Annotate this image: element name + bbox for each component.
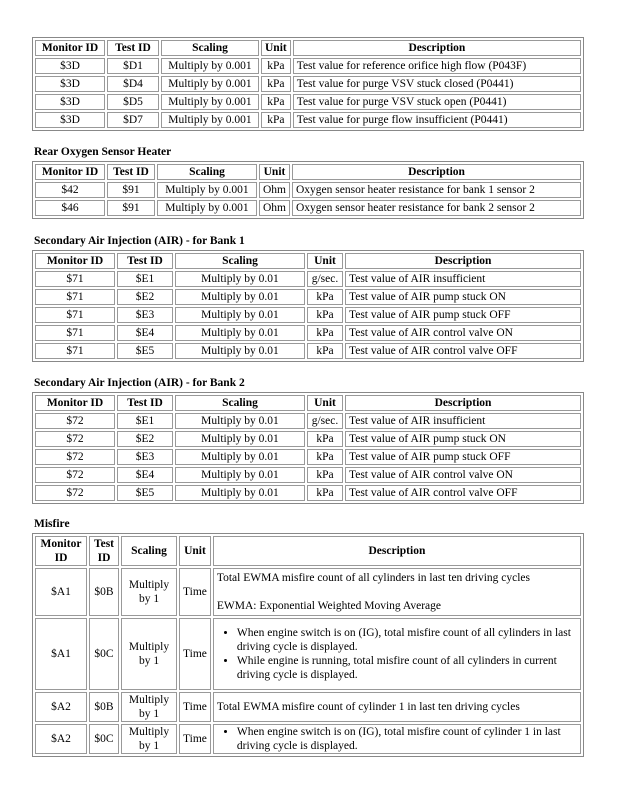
header-unit: Unit xyxy=(307,395,343,411)
unit-cell: Time xyxy=(179,724,211,754)
unit-cell: kPa xyxy=(307,325,343,341)
header-scaling: Scaling xyxy=(157,164,257,180)
header-monitor-id: Monitor ID xyxy=(35,536,87,566)
air-bank1-table xyxy=(32,250,584,362)
scaling-cell: Multiply by 0.01 xyxy=(175,431,305,447)
table-row xyxy=(35,343,581,359)
test-id-cell: $0C xyxy=(89,724,119,754)
test-id-cell: $E2 xyxy=(117,431,173,447)
table-row xyxy=(35,431,581,447)
monitor-id-cell: $46 xyxy=(35,200,105,216)
description-cell: Test value of AIR pump stuck OFF xyxy=(345,449,581,465)
description-cell: Oxygen sensor heater resistance for bank 1 sensor 2 xyxy=(292,182,581,198)
scaling-cell: Multiply by 0.001 xyxy=(157,200,257,216)
table-row xyxy=(35,467,581,483)
description-cell: Test value for purge flow insufficient (P0441) xyxy=(293,112,581,128)
header-description: Description xyxy=(345,395,581,411)
section-heading: Secondary Air Injection (AIR) - for Bank 2 xyxy=(34,377,245,389)
description-note: EWMA: Exponential Weighted Moving Average xyxy=(216,600,442,612)
description-cell: Test value of AIR control valve ON xyxy=(345,467,581,483)
misfire-block xyxy=(32,517,584,757)
unit-cell: kPa xyxy=(307,449,343,465)
table-row xyxy=(35,485,581,501)
monitor-id-cell: $3D xyxy=(35,112,105,128)
evap-table xyxy=(32,37,584,131)
header-monitor-id: Monitor ID xyxy=(35,253,115,269)
table-row xyxy=(35,58,581,74)
unit-cell: kPa xyxy=(307,467,343,483)
monitor-id-cell: $71 xyxy=(35,325,115,341)
header-scaling: Scaling xyxy=(121,536,177,566)
scaling-cell: Multiply by 1 xyxy=(121,724,177,754)
unit-cell: Ohm xyxy=(259,182,290,198)
header-test-id: Test ID xyxy=(89,536,119,566)
table-row xyxy=(35,271,581,287)
unit-cell: kPa xyxy=(261,94,291,110)
header-description: Description xyxy=(345,253,581,269)
table-row xyxy=(35,182,581,198)
air-bank2-table xyxy=(32,392,584,504)
header-description: Description xyxy=(293,40,581,56)
table-header-row xyxy=(35,164,581,180)
description-bullet: • When engine switch is on (IG), total misfire count of cylinder 1 in last driving cycle is displayed. xyxy=(237,725,577,753)
description-cell xyxy=(213,692,581,722)
scaling-cell: Multiply by 0.01 xyxy=(175,325,305,341)
description-cell: Test value of AIR control valve OFF xyxy=(345,485,581,501)
monitor-id-cell: $A2 xyxy=(35,724,87,754)
description-text: Total EWMA misfire count of cylinder 1 in last ten driving cycles xyxy=(216,701,520,713)
header-test-id: Test ID xyxy=(107,40,159,56)
description-cell: Test value of AIR pump stuck OFF xyxy=(345,307,581,323)
scaling-cell: Multiply by 0.01 xyxy=(175,467,305,483)
test-id-cell: $D4 xyxy=(107,76,159,92)
description-bullet-list xyxy=(217,725,577,753)
table-row xyxy=(35,94,581,110)
unit-cell: kPa xyxy=(307,431,343,447)
unit-cell: kPa xyxy=(261,76,291,92)
misfire-table xyxy=(32,533,584,757)
test-id-cell: $E1 xyxy=(117,413,173,429)
test-id-cell: $E3 xyxy=(117,449,173,465)
description-cell: Test value of AIR control valve OFF xyxy=(345,343,581,359)
description-cell: Test value of AIR control valve ON xyxy=(345,325,581,341)
monitor-id-cell: $71 xyxy=(35,307,115,323)
scaling-cell: Multiply by 0.001 xyxy=(157,182,257,198)
monitor-id-cell: $A1 xyxy=(35,618,87,690)
scaling-cell: Multiply by 0.001 xyxy=(161,76,259,92)
scaling-cell: Multiply by 1 xyxy=(121,692,177,722)
table-header-row xyxy=(35,395,581,411)
unit-cell: g/sec. xyxy=(307,271,343,287)
scaling-cell: Multiply by 0.01 xyxy=(175,343,305,359)
test-id-cell: $0C xyxy=(89,618,119,690)
test-id-cell: $91 xyxy=(107,182,155,198)
description-text: Total EWMA misfire count of all cylinders in last ten driving cycles xyxy=(216,572,531,584)
table-row xyxy=(35,692,581,722)
table-row xyxy=(35,325,581,341)
monitor-id-cell: $71 xyxy=(35,289,115,305)
unit-cell: Time xyxy=(179,692,211,722)
monitor-id-cell: $72 xyxy=(35,485,115,501)
monitor-id-cell: $71 xyxy=(35,343,115,359)
description-bullet-list xyxy=(217,626,577,682)
table-row xyxy=(35,413,581,429)
description-bullet: • While engine is running, total misfire count of all cylinders in current driving cycle is displayed. xyxy=(237,654,577,682)
test-id-cell: $91 xyxy=(107,200,155,216)
monitor-id-cell: $72 xyxy=(35,467,115,483)
test-id-cell: $E5 xyxy=(117,485,173,501)
monitor-id-cell: $3D xyxy=(35,76,105,92)
header-description: Description xyxy=(213,536,581,566)
air-bank2-block xyxy=(32,376,584,504)
unit-cell: Time xyxy=(179,568,211,616)
description-cell: Test value of AIR pump stuck ON xyxy=(345,289,581,305)
header-scaling: Scaling xyxy=(161,40,259,56)
scaling-cell: Multiply by 1 xyxy=(121,568,177,616)
monitor-id-cell: $A1 xyxy=(35,568,87,616)
unit-cell: Ohm xyxy=(259,200,290,216)
description-cell xyxy=(213,568,581,616)
header-unit: Unit xyxy=(261,40,291,56)
unit-cell: kPa xyxy=(261,58,291,74)
section-heading: Misfire xyxy=(34,518,70,530)
scaling-cell: Multiply by 1 xyxy=(121,618,177,690)
section-heading: Rear Oxygen Sensor Heater xyxy=(34,146,172,158)
unit-cell: g/sec. xyxy=(307,413,343,429)
rear-o2-heater-table xyxy=(32,161,584,219)
unit-cell: kPa xyxy=(307,307,343,323)
scaling-cell: Multiply by 0.01 xyxy=(175,485,305,501)
test-id-cell: $0B xyxy=(89,692,119,722)
header-unit: Unit xyxy=(307,253,343,269)
test-id-cell: $E2 xyxy=(117,289,173,305)
scaling-cell: Multiply by 0.01 xyxy=(175,271,305,287)
scaling-cell: Multiply by 0.001 xyxy=(161,94,259,110)
header-monitor-id: Monitor ID xyxy=(35,164,105,180)
scaling-cell: Multiply by 0.01 xyxy=(175,413,305,429)
table-row xyxy=(35,449,581,465)
header-unit: Unit xyxy=(179,536,211,566)
test-id-cell: $D5 xyxy=(107,94,159,110)
rear-o2-heater-block xyxy=(32,145,584,219)
unit-cell: kPa xyxy=(307,343,343,359)
monitor-id-cell: $72 xyxy=(35,449,115,465)
description-cell: Test value for purge VSV stuck closed (P0441) xyxy=(293,76,581,92)
test-id-cell: $E4 xyxy=(117,325,173,341)
table-row xyxy=(35,724,581,754)
monitor-id-cell: $3D xyxy=(35,58,105,74)
scaling-cell: Multiply by 0.01 xyxy=(175,307,305,323)
table-row xyxy=(35,112,581,128)
unit-cell: kPa xyxy=(307,289,343,305)
monitor-id-cell: $3D xyxy=(35,94,105,110)
section-heading: Secondary Air Injection (AIR) - for Bank 1 xyxy=(34,235,245,247)
test-id-cell: $E5 xyxy=(117,343,173,359)
header-scaling: Scaling xyxy=(175,395,305,411)
monitor-id-cell: $72 xyxy=(35,413,115,429)
unit-cell: Time xyxy=(179,618,211,690)
description-cell: Oxygen sensor heater resistance for bank 2 sensor 2 xyxy=(292,200,581,216)
monitor-id-cell: $42 xyxy=(35,182,105,198)
monitor-id-cell: $A2 xyxy=(35,692,87,722)
description-cell xyxy=(213,618,581,690)
test-id-cell: $E4 xyxy=(117,467,173,483)
table-row xyxy=(35,307,581,323)
scaling-cell: Multiply by 0.01 xyxy=(175,289,305,305)
test-id-cell: $0B xyxy=(89,568,119,616)
header-description: Description xyxy=(292,164,581,180)
table-row xyxy=(35,568,581,616)
test-id-cell: $E3 xyxy=(117,307,173,323)
scaling-cell: Multiply by 0.001 xyxy=(161,58,259,74)
scaling-cell: Multiply by 0.01 xyxy=(175,449,305,465)
description-cell: Test value for reference orifice high flow (P043F) xyxy=(293,58,581,74)
description-bullet: • When engine switch is on (IG), total misfire count of all cylinders in last driving cycle is displayed. xyxy=(237,626,577,654)
table-header-row xyxy=(35,253,581,269)
test-id-cell: $D1 xyxy=(107,58,159,74)
description-cell: Test value for purge VSV stuck open (P0441) xyxy=(293,94,581,110)
description-cell: Test value of AIR pump stuck ON xyxy=(345,431,581,447)
monitor-id-cell: $71 xyxy=(35,271,115,287)
test-id-cell: $D7 xyxy=(107,112,159,128)
description-cell xyxy=(213,724,581,754)
unit-cell: kPa xyxy=(261,112,291,128)
table-row xyxy=(35,618,581,690)
header-monitor-id: Monitor ID xyxy=(35,395,115,411)
header-test-id: Test ID xyxy=(117,395,173,411)
monitor-id-cell: $72 xyxy=(35,431,115,447)
evap-table-block xyxy=(32,37,584,131)
header-test-id: Test ID xyxy=(117,253,173,269)
air-bank1-block xyxy=(32,234,584,362)
table-header-row xyxy=(35,40,581,56)
header-unit: Unit xyxy=(259,164,290,180)
description-cell: Test value of AIR insufficient xyxy=(345,271,581,287)
header-monitor-id: Monitor ID xyxy=(35,40,105,56)
table-row xyxy=(35,200,581,216)
header-scaling: Scaling xyxy=(175,253,305,269)
table-row xyxy=(35,289,581,305)
unit-cell: kPa xyxy=(307,485,343,501)
table-header-row xyxy=(35,536,581,566)
table-row xyxy=(35,76,581,92)
header-test-id: Test ID xyxy=(107,164,155,180)
description-cell: Test value of AIR insufficient xyxy=(345,413,581,429)
scaling-cell: Multiply by 0.001 xyxy=(161,112,259,128)
test-id-cell: $E1 xyxy=(117,271,173,287)
